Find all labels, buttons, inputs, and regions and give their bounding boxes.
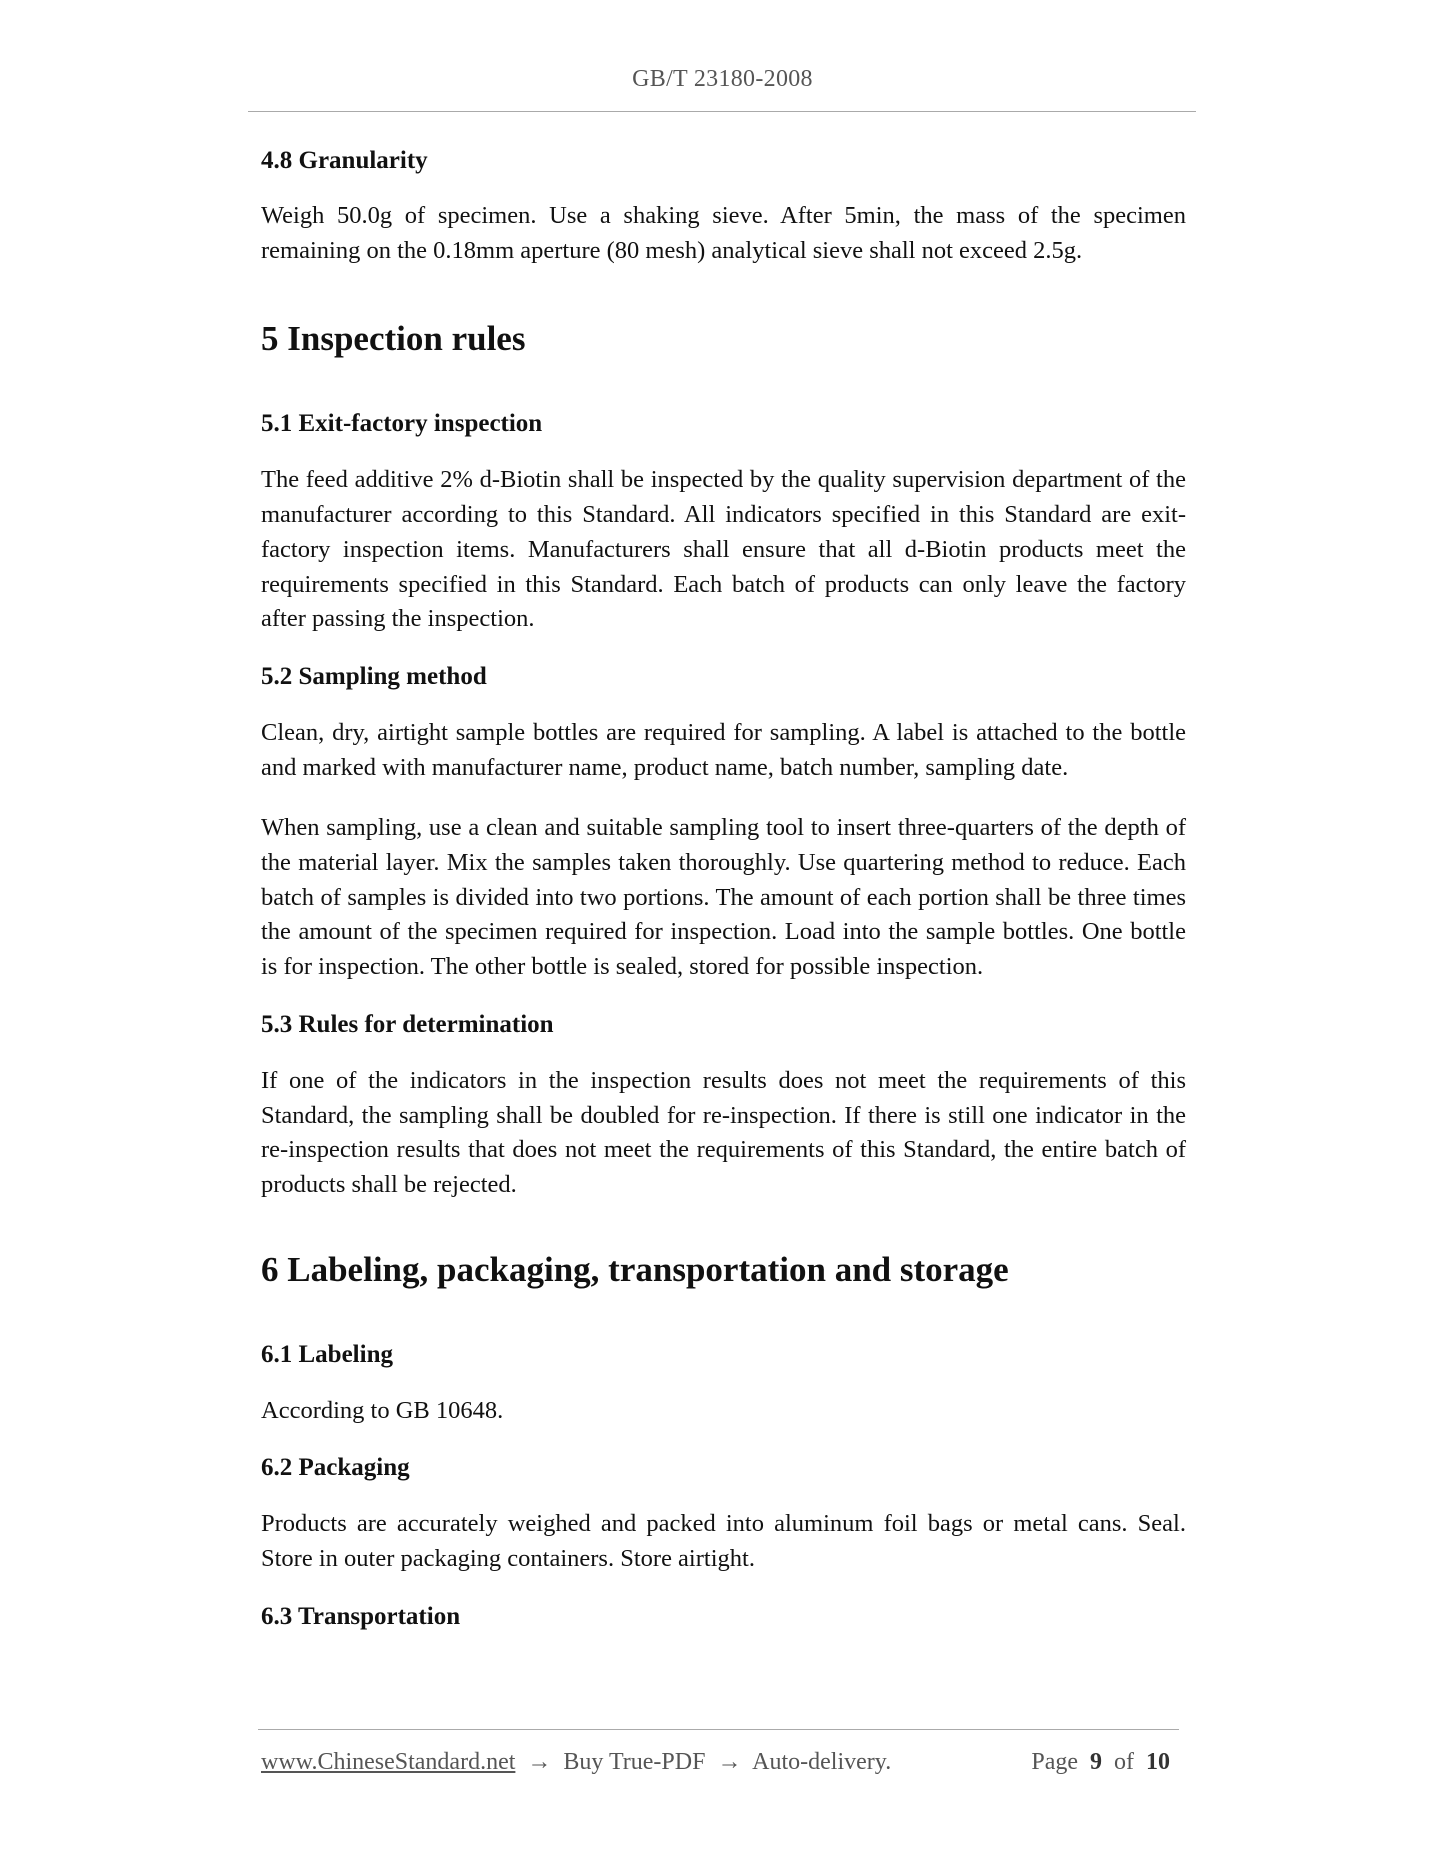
page-header-doc-id: GB/T 23180-2008 <box>632 66 813 92</box>
paragraph-6-2: Products are accurately weighed and packed into aluminum foil bags or metal cans. Seal. Store in outer packaging containers. Store airtight. <box>261 1510 1186 1573</box>
page-current: 9 <box>1090 1749 1102 1775</box>
heading-5-3: 5.3 Rules for determination <box>261 1010 554 1038</box>
of-label: of <box>1114 1749 1134 1775</box>
paragraph-4-8: Weigh 50.0g of specimen. Use a shaking sieve. After 5min, the mass of the specimen remaining on the 0.18mm aperture (80 mesh) analytical sieve shall not exceed 2.5g. <box>261 202 1186 264</box>
page-total: 10 <box>1146 1749 1170 1775</box>
paragraph-5-1: The feed additive 2% d-Biotin shall be inspected by the quality supervision department of the manufacturer according to this Standard. All indicators specified in this Standard are exit-factory inspection items. Manufacturers shall ensure that all d-Biotin products meet the requirements specified in this Standard. Each batch of products can only leave the factory after passing the inspection. <box>261 466 1186 633</box>
buy-true-pdf-text: Buy True-PDF <box>563 1749 706 1775</box>
footer-divider <box>258 1729 1179 1730</box>
section-heading-5: 5 Inspection rules <box>261 319 526 359</box>
paragraph-5-3: If one of the indicators in the inspection results does not meet the requirements of this Standard, the sampling shall be doubled for re-inspection. If there is still one indicator in the re-inspection results that does not meet the requirements of this Standard, the entire batch of products shall be rejected. <box>261 1066 1186 1198</box>
page-label: Page <box>1031 1749 1078 1775</box>
paragraph-5-2-a: Clean, dry, airtight sample bottles are required for sampling. A label is attached to the bottle and marked with manufacturer name, product name, batch number, sampling date. <box>261 718 1186 781</box>
website-link[interactable]: www.ChineseStandard.net <box>261 1749 516 1775</box>
paragraph-6-1: According to GB 10648. <box>261 1396 504 1424</box>
header-divider <box>248 111 1196 112</box>
heading-6-2: 6.2 Packaging <box>261 1454 410 1482</box>
paragraph-5-2-b: When sampling, use a clean and suitable sampling tool to insert three-quarters of the depth of the material layer. Mix the samples taken thoroughly. Use quartering method to reduce. Each batch of samples is divided into two portions. The amount of each portion shall be three times the amount of the specimen required for inspection. Load into the sample bottles. One bottle is for inspection. The other bottle is sealed, stored for possible inspection. <box>261 814 1186 981</box>
section-heading-6: 6 Labeling, packaging, transportation and storage <box>261 1249 1009 1289</box>
arrow-right-icon: → <box>527 1749 552 1775</box>
heading-4-8: 4.8 Granularity <box>261 147 428 174</box>
footer-promo <box>261 1744 891 1780</box>
heading-6-1: 6.1 Labeling <box>261 1340 393 1368</box>
arrow-right-icon: → <box>717 1749 742 1775</box>
heading-5-2: 5.2 Sampling method <box>261 662 487 690</box>
auto-delivery-text: Auto-delivery. <box>752 1749 892 1775</box>
document-body <box>261 140 1186 1638</box>
heading-6-3: 6.3 Transportation <box>261 1602 461 1630</box>
heading-5-1: 5.1 Exit-factory inspection <box>261 410 543 438</box>
page-number <box>1031 1744 1176 1780</box>
page-footer <box>261 1744 1176 1780</box>
